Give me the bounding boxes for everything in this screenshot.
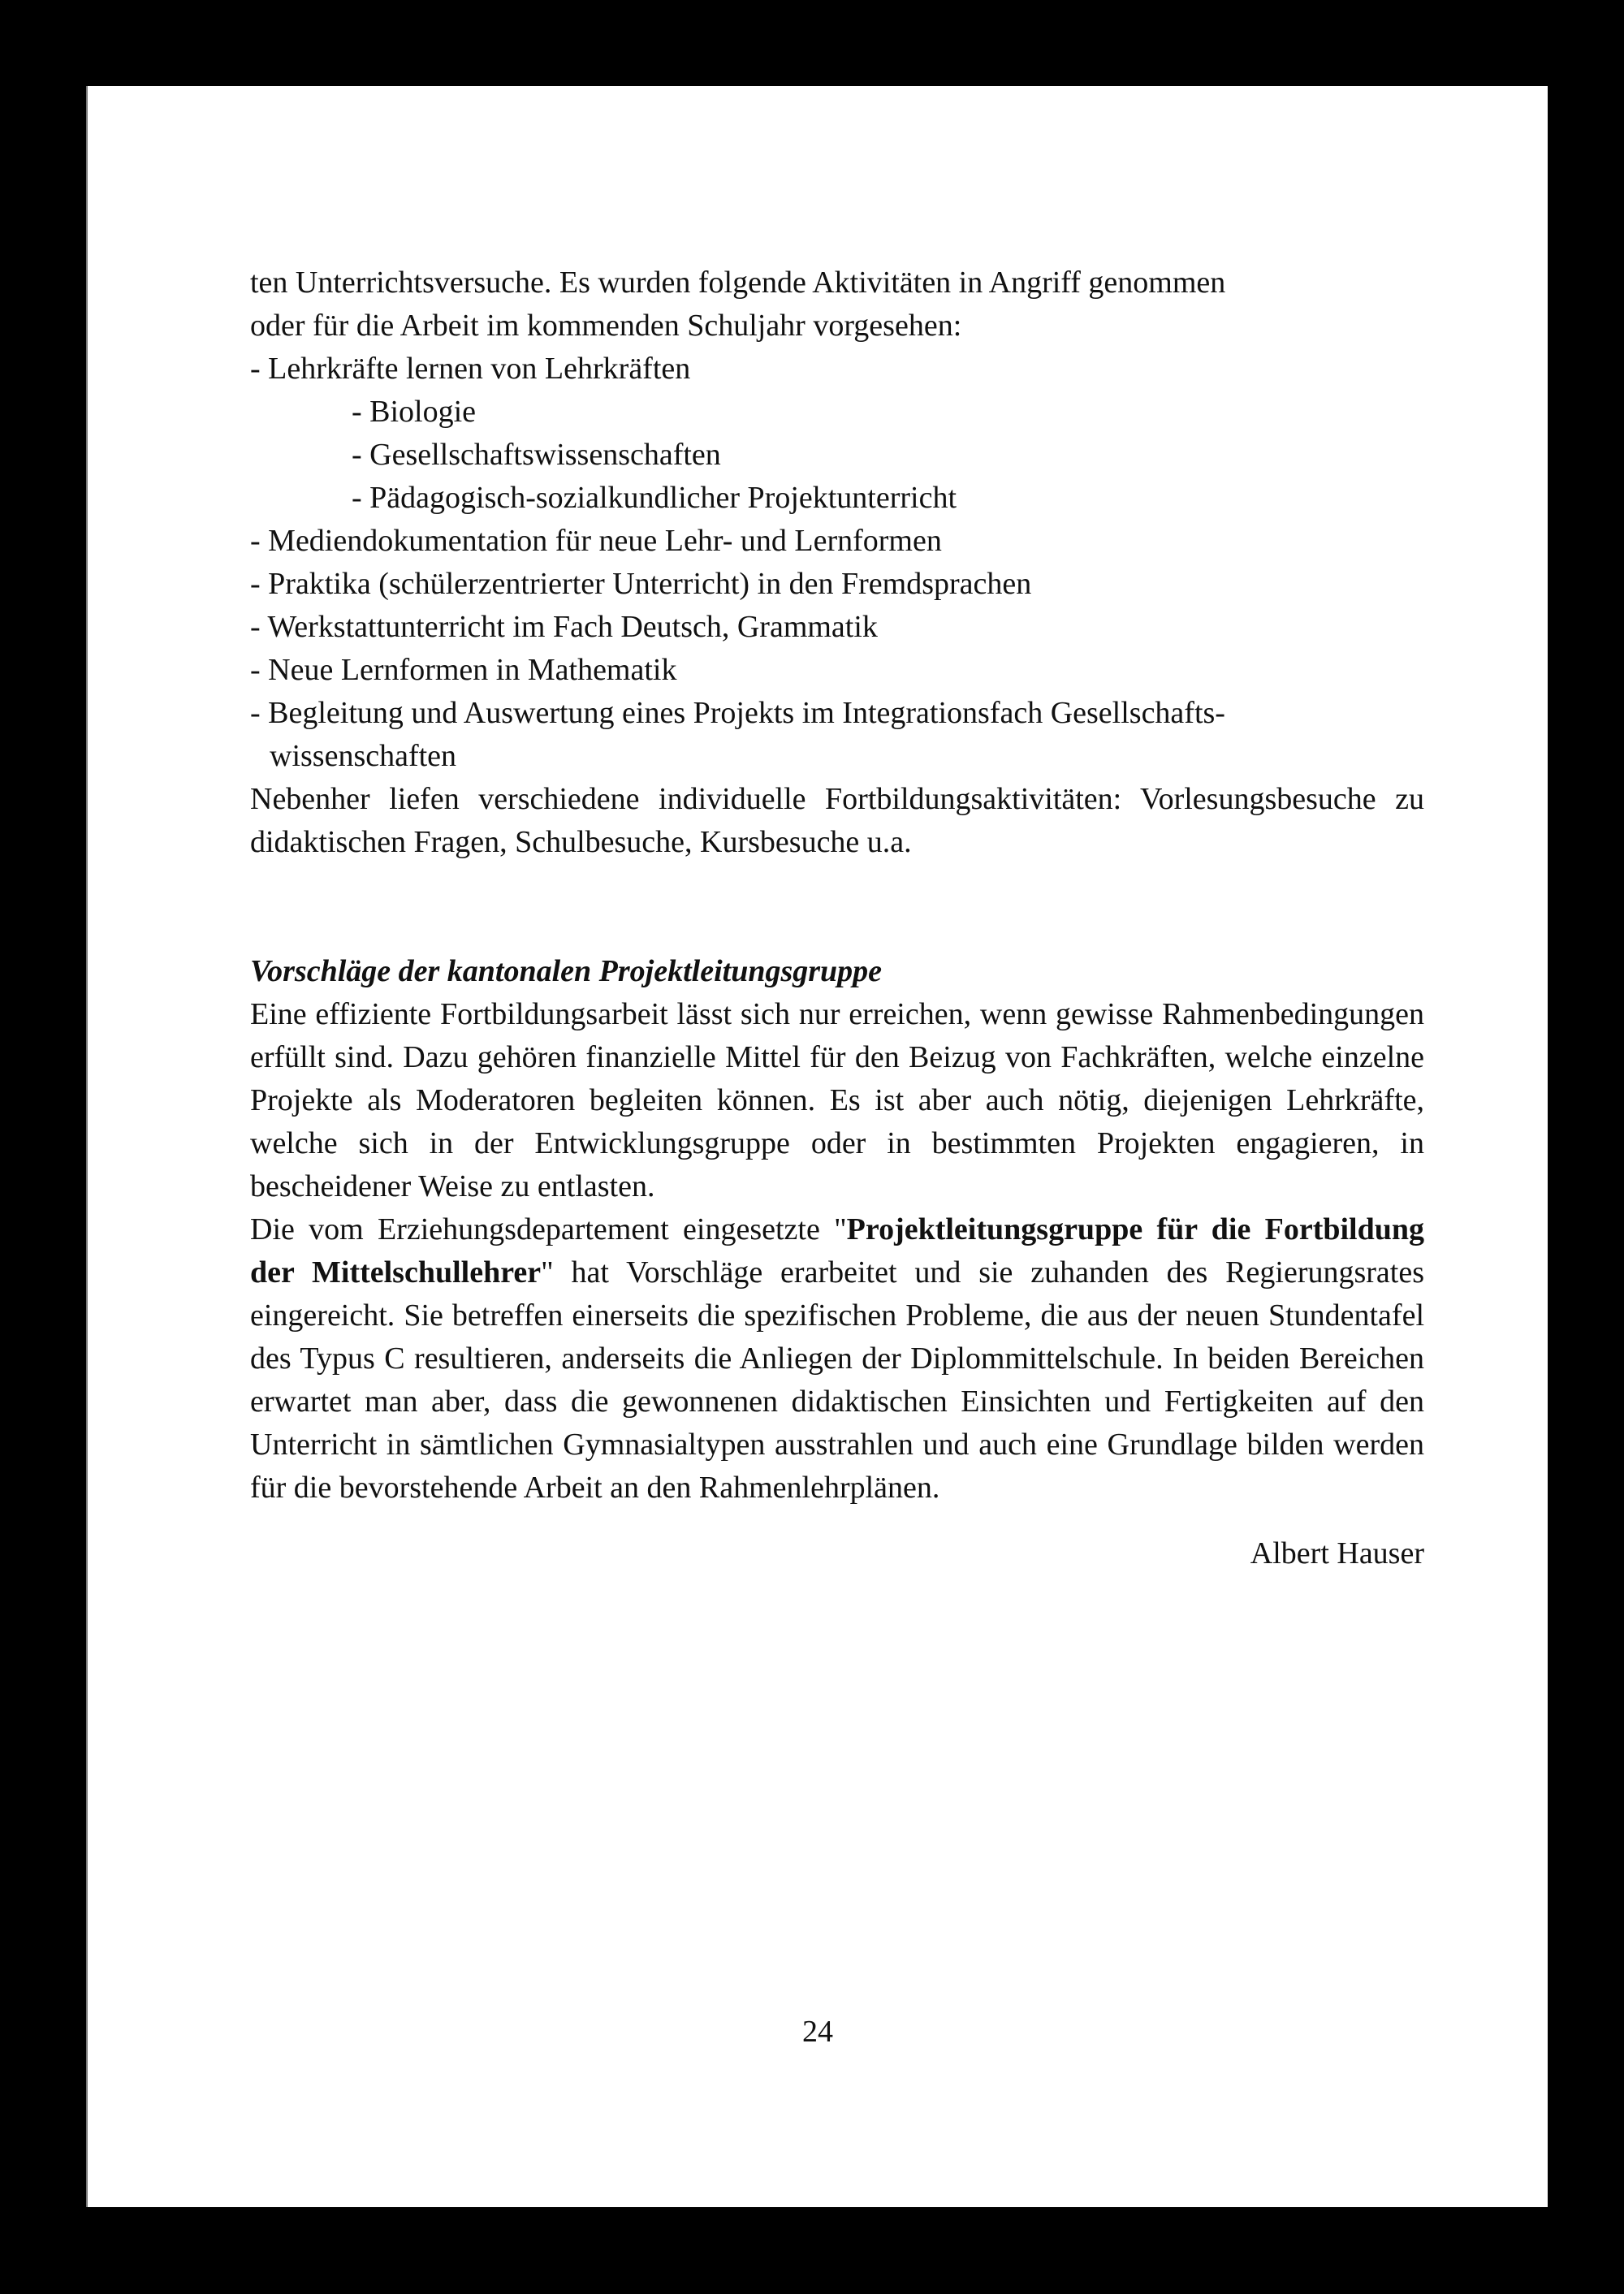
list-item-workshop: - Werkstattunterricht im Fach Deutsch, Grammatik: [250, 610, 878, 644]
section-heading: Vorschläge der kantonalen Projektleitungsgruppe: [250, 954, 883, 988]
list-item-project-line-1: - Begleitung und Auswertung eines Projekts im Integrationsfach Gesellschafts-: [250, 696, 1225, 730]
section-paragraph-1: Eine effiziente Fortbildungsarbeit lässt sich nur erreichen, wenn gewisse Rahmenbedingungen erfüllt sind. Dazu gehören finanzielle Mittel für den Beizug von Fachkräften, welche einzelne Projekte als Moderatoren begleiten können. Es ist aber auch nötig, diejenigen Lehrkräfte, welche sich in der Entwicklungsgruppe oder in bestimmten Projekten engagieren, in bescheidener Weise zu entlasten.: [250, 997, 1424, 1203]
paragraph-2-prefix: Die vom Erziehungsdepartement eingesetzte ": [250, 1212, 847, 1246]
intro-line-2: oder für die Arbeit im kommenden Schuljahr vorgesehen:: [250, 309, 962, 343]
section-paragraph-2: [250, 1208, 1424, 1510]
list-subitem-biology: - Biologie: [352, 395, 477, 429]
paragraph-2-rest: " hat Vorschläge erarbeitet und sie zuhanden des Regierungsrates eingereicht. Sie betreffen einerseits die spezifischen Probleme, die aus der neuen Stundentafel des Typus C resultieren, anderseits die Anliegen der Diplommittelschule. In beiden Bereichen erwartet man aber, dass die gewonnenen didaktischen Einsichten und Fertigkeiten auf den Unterricht in sämtlichen Gymnasialtypen ausstrahlen und auch eine Grundlage bilden werden für die bevorstehende Arbeit an den Rahmenlehrplänen.: [250, 1255, 1424, 1505]
intro-line-1: ten Unterrichtsversuche. Es wurden folgende Aktivitäten in Angriff genommen: [250, 266, 1226, 300]
list-item-internships: - Praktika (schülerzentrierter Unterricht) in den Fremdsprachen: [250, 567, 1032, 601]
list-subitem-pedagogy: - Pädagogisch-sozialkundlicher Projektunterricht: [352, 481, 957, 515]
page-content: [250, 261, 1424, 1575]
list-item-teachers: - Lehrkräfte lernen von Lehrkräften: [250, 352, 691, 386]
list-subitem-social-sciences: - Gesellschaftswissenschaften: [352, 438, 721, 472]
list-item-project-line-2: wissenschaften: [270, 739, 457, 773]
list-item-math: - Neue Lernformen in Mathematik: [250, 653, 677, 687]
section-spacer: [250, 864, 1424, 950]
group-name-bold: Projektleitungsgruppe für die Fortbildung der Mittelschullehrer: [250, 1212, 1425, 1290]
document-page: [86, 86, 1548, 2207]
author-signature: Albert Hauser: [1250, 1536, 1424, 1570]
side-activities-paragraph: Nebenher liefen verschiedene individuelle Fortbildungsaktivitäten: Vorlesungsbesuche zu didaktischen Fragen, Schulbesuche, Kursbesuche u.a.: [250, 782, 1424, 859]
list-item-media: - Mediendokumentation für neue Lehr- und Lernformen: [250, 524, 942, 558]
page-number: 24: [802, 2015, 833, 2049]
